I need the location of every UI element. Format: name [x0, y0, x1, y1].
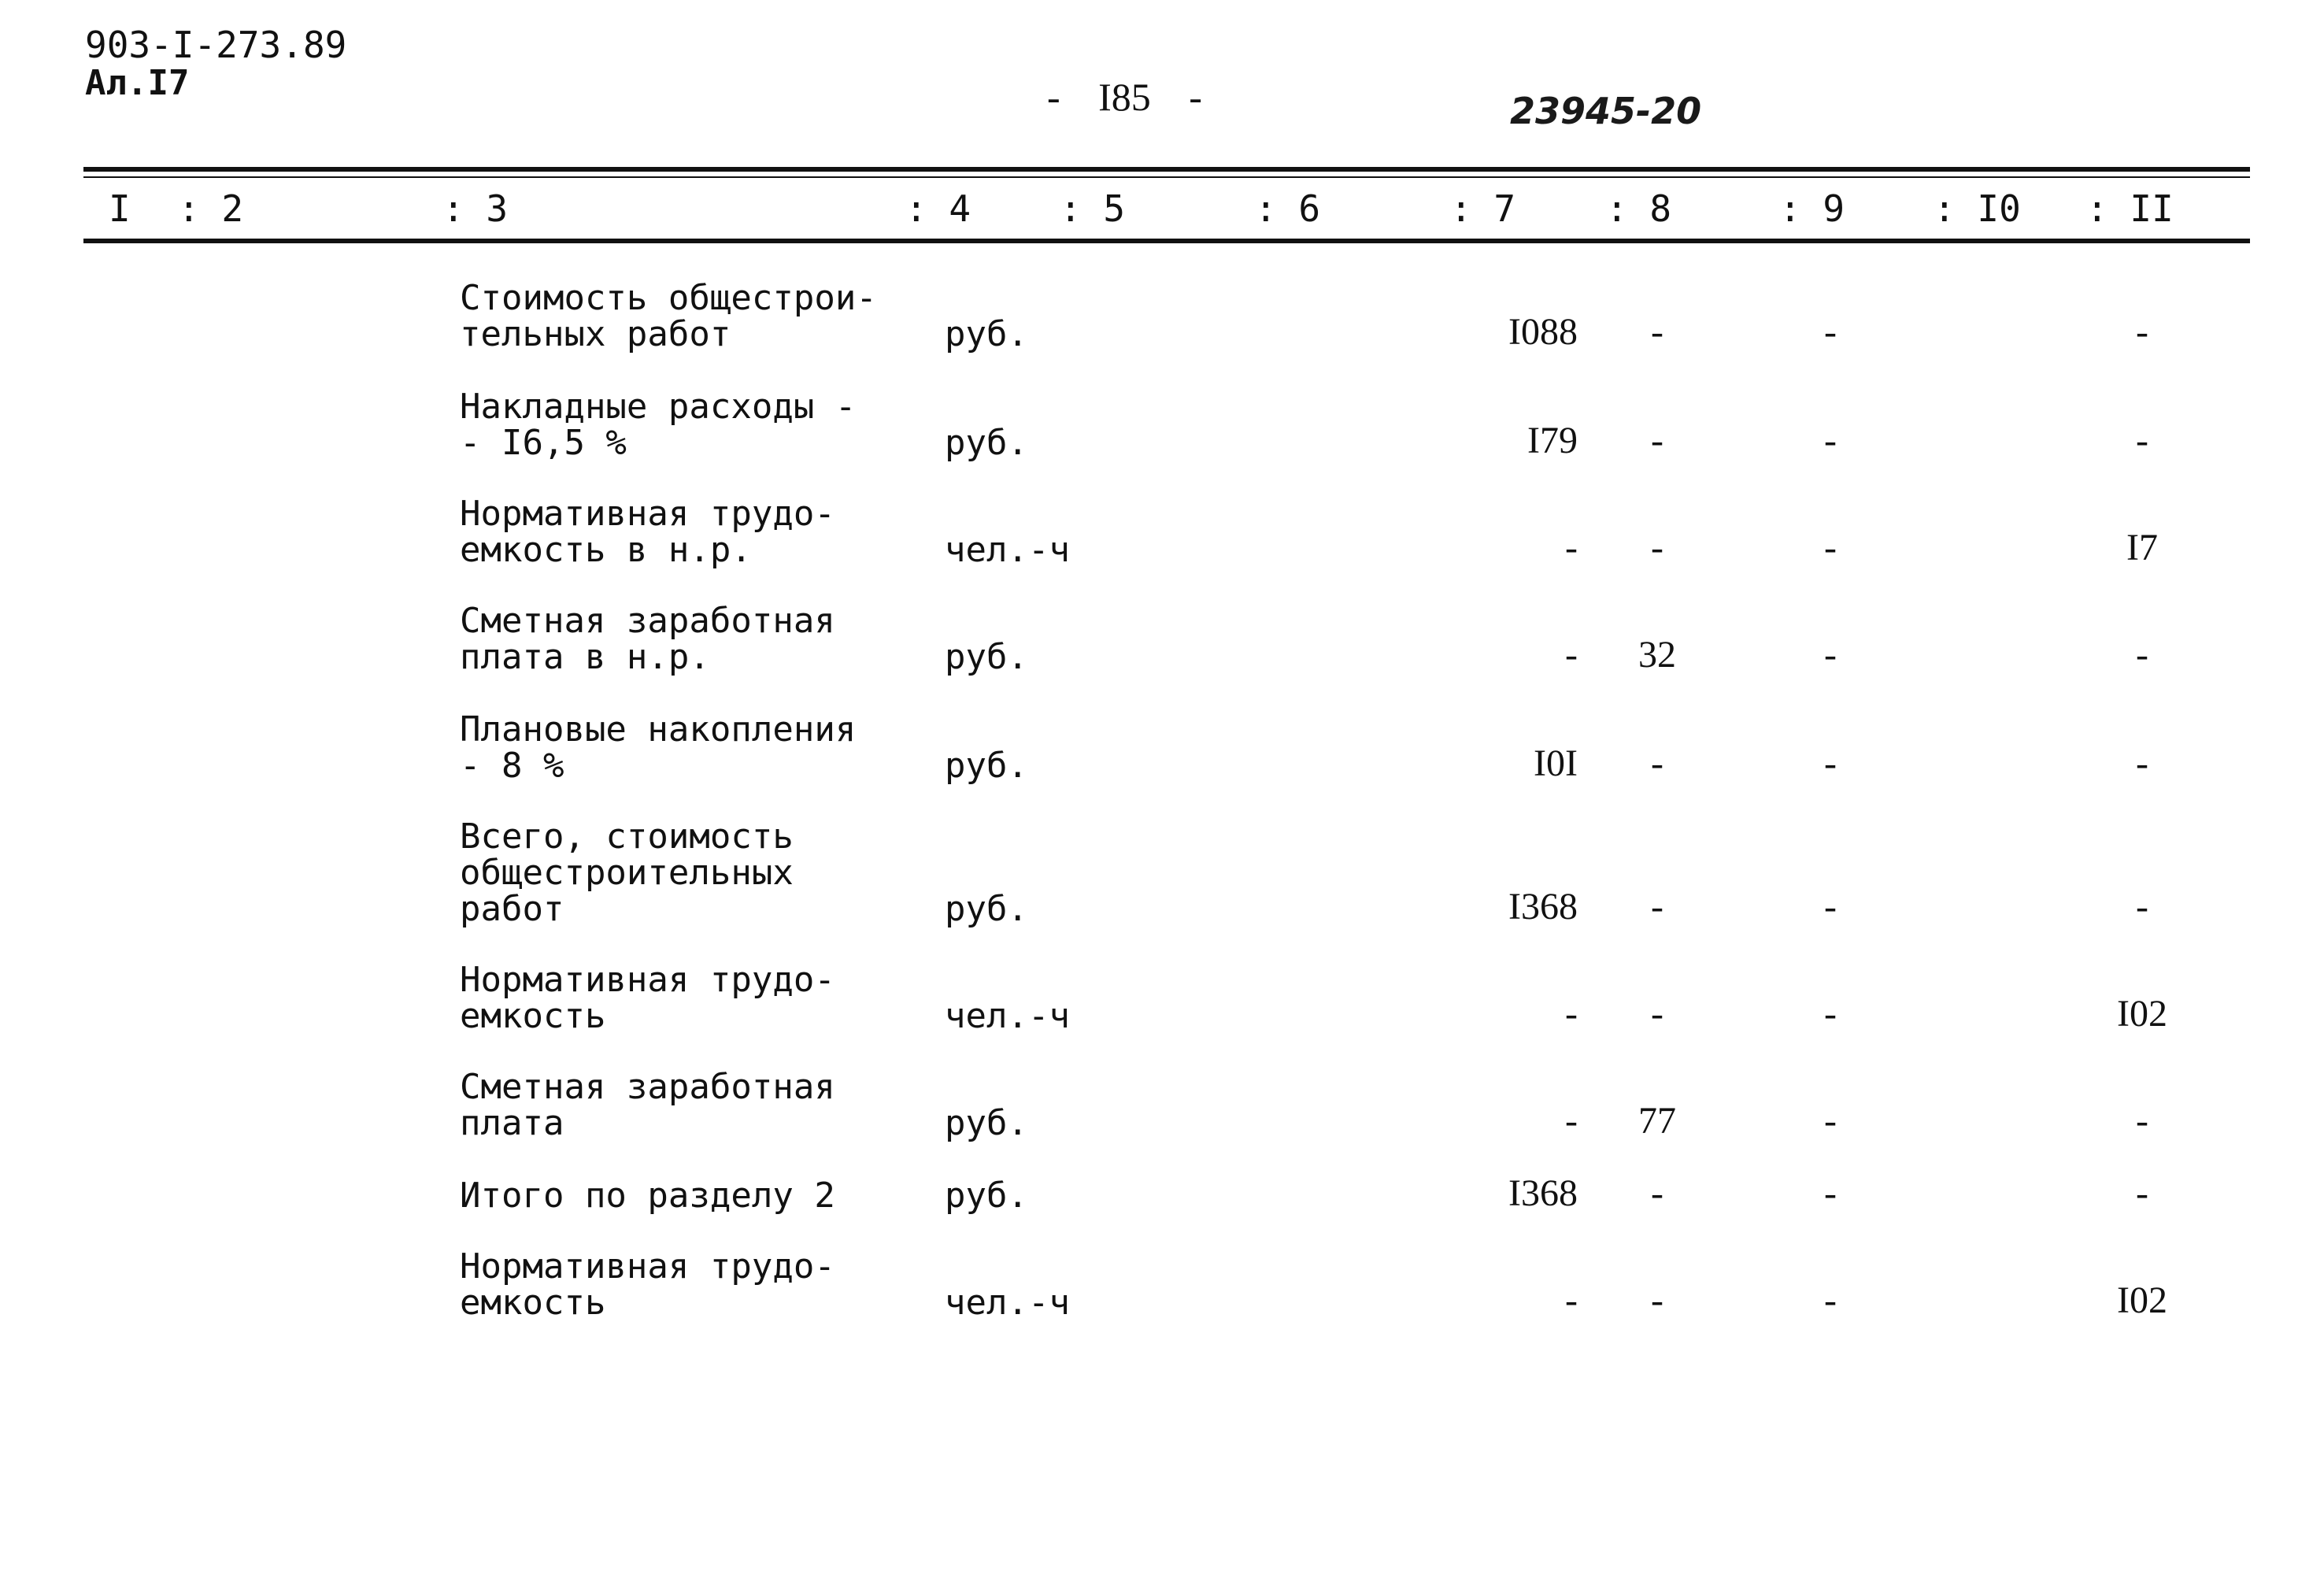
row-unit: руб.	[945, 637, 1028, 677]
column-header-4: : 4	[905, 187, 971, 230]
cell-col9: -	[1824, 1100, 1837, 1142]
row-unit: руб.	[945, 889, 1028, 929]
cell-col7: -	[1565, 1100, 1578, 1142]
row-description: Нормативная трудо- емкость в н.р.	[460, 494, 835, 570]
row-unit: руб.	[945, 1176, 1028, 1216]
cell-col7: -	[1565, 1279, 1578, 1321]
cell-col8: -	[1651, 742, 1663, 784]
cell-col11: -	[2136, 634, 2148, 676]
cell-col8: -	[1651, 311, 1663, 353]
row-unit: чел.-ч	[945, 996, 1070, 1036]
cell-col8: -	[1651, 886, 1663, 927]
cell-col7: I368	[1508, 886, 1578, 927]
cell-col9: -	[1824, 311, 1837, 353]
cell-col8: -	[1651, 527, 1663, 568]
cell-col8: -	[1651, 1279, 1663, 1321]
row-unit: руб.	[945, 746, 1028, 786]
cell-col7: -	[1565, 527, 1578, 568]
table-top-rule-thin	[83, 176, 2250, 178]
row-description: Накладные расходы - - I6,5 %	[460, 387, 857, 463]
cell-col7: -	[1565, 634, 1578, 676]
cell-col7: I0I	[1534, 742, 1578, 784]
column-header-9: : 9	[1779, 187, 1845, 230]
row-description: Нормативная трудо- емкость	[460, 1246, 835, 1323]
row-unit: руб.	[945, 1103, 1028, 1143]
table-header-bottom-rule	[83, 239, 2250, 243]
column-header-3: : 3	[442, 187, 509, 230]
row-unit: чел.-ч	[945, 1283, 1070, 1323]
column-header-11: : II	[2086, 187, 2174, 230]
cell-col8: -	[1651, 1172, 1663, 1214]
row-unit: руб.	[945, 423, 1028, 463]
inventory-number: 23945-20	[1510, 90, 1702, 132]
row-unit: руб.	[945, 314, 1028, 354]
cell-col11: -	[2136, 311, 2148, 353]
cell-col9: -	[1824, 1279, 1837, 1321]
cell-col7: -	[1565, 993, 1578, 1035]
cell-col9: -	[1824, 1172, 1837, 1214]
row-description: Нормативная трудо- емкость	[460, 960, 835, 1036]
cell-col8: 77	[1638, 1100, 1676, 1142]
row-description: Всего, стоимость общестроительных работ	[460, 816, 794, 929]
cell-col11: -	[2136, 742, 2148, 784]
cell-col11: -	[2136, 420, 2148, 461]
row-description: Итого по разделу 2	[460, 1176, 835, 1216]
cell-col8: -	[1651, 993, 1663, 1035]
column-header-6: : 6	[1255, 187, 1321, 230]
sheet-label: Ал.I7	[85, 63, 190, 103]
table-top-rule	[83, 167, 2250, 172]
cell-col11: I02	[2117, 1279, 2167, 1321]
cell-col11: I7	[2126, 527, 2158, 568]
row-description: Сметная заработная плата	[460, 1067, 835, 1143]
cell-col11: -	[2136, 886, 2148, 927]
column-header-1: I	[109, 187, 131, 230]
cell-col7: I79	[1527, 420, 1578, 461]
column-header-2: : 2	[178, 187, 244, 230]
row-unit: чел.-ч	[945, 530, 1070, 570]
cell-col8: 32	[1638, 634, 1676, 676]
row-description: Стоимость общестрои- тельных работ	[460, 278, 877, 354]
page-number: - I85 -	[1047, 75, 1202, 119]
cell-col11: -	[2136, 1172, 2148, 1214]
column-header-7: : 7	[1450, 187, 1516, 230]
cell-col9: -	[1824, 993, 1837, 1035]
cell-col7: I088	[1508, 311, 1578, 353]
cell-col9: -	[1824, 527, 1837, 568]
document-code: 903-I-273.89	[85, 24, 347, 66]
cell-col8: -	[1651, 420, 1663, 461]
cell-col9: -	[1824, 420, 1837, 461]
column-header-8: : 8	[1606, 187, 1672, 230]
cell-col9: -	[1824, 742, 1837, 784]
cell-col11: -	[2136, 1100, 2148, 1142]
column-header-10: : I0	[1934, 187, 2021, 230]
row-description: Сметная заработная плата в н.р.	[460, 601, 835, 677]
cell-col9: -	[1824, 886, 1837, 927]
cell-col11: I02	[2117, 993, 2167, 1035]
column-header-5: : 5	[1060, 187, 1126, 230]
row-description: Плановые накопления - 8 %	[460, 709, 857, 786]
cell-col9: -	[1824, 634, 1837, 676]
cell-col7: I368	[1508, 1172, 1578, 1214]
